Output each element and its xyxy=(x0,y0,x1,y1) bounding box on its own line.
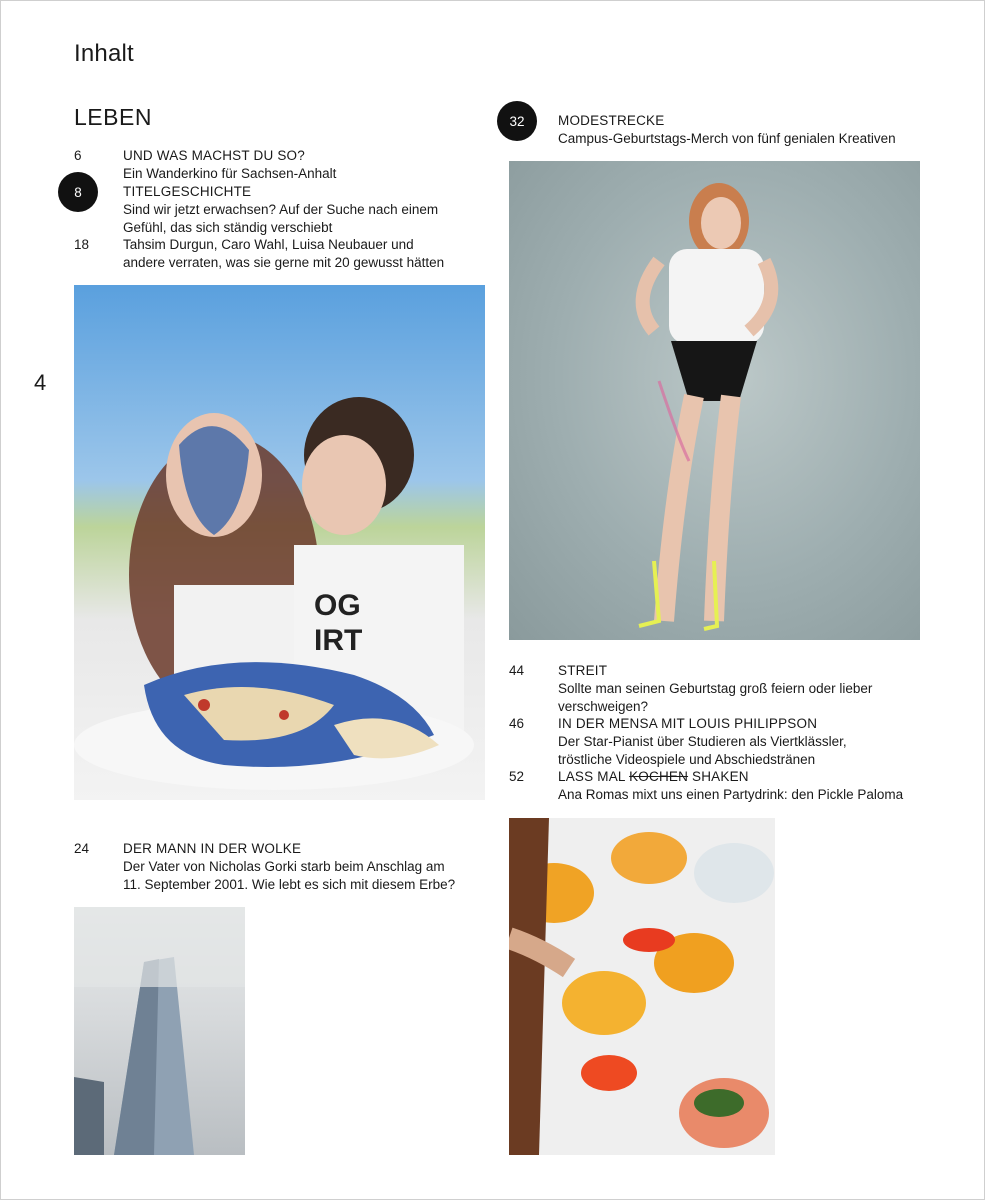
entry-description: Ana Romas mixt uns einen Partydrink: den Pickle Paloma xyxy=(558,787,904,802)
entry-description: Campus-Geburtstags-Merch von fünf genialen Kreativen xyxy=(558,131,896,146)
entry-title: UND WAS MACHST DU SO? xyxy=(123,148,305,163)
section-title: LEBEN xyxy=(74,104,152,130)
drinks-photo-illustration xyxy=(509,818,775,1155)
entry-description: Tahsim Durgun, Caro Wahl, Luisa Neubauer und xyxy=(123,237,414,252)
entry-page-number: 18 xyxy=(74,237,90,252)
entry-title: STREIT xyxy=(558,663,608,678)
entry-description: 11. September 2001. Wie lebt es sich mit diesem Erbe? xyxy=(123,877,456,892)
entry-page-number: 24 xyxy=(74,841,90,856)
entry-description: Der Star-Pianist über Studieren als Viertklässler, xyxy=(558,734,847,749)
entry-page-number: 44 xyxy=(509,663,525,678)
entry-page-number: 52 xyxy=(509,769,525,784)
entry-page-badge: 32 xyxy=(497,101,537,141)
model-photo-illustration xyxy=(509,161,920,640)
page-heading: Inhalt xyxy=(74,40,134,67)
entry-page-number: 46 xyxy=(509,716,525,731)
entry-title: TITELGESCHICHTE xyxy=(123,184,252,199)
entry-description: Sind wir jetzt erwachsen? Auf der Suche nach einem xyxy=(123,202,439,217)
tower-photo[interactable] xyxy=(74,907,245,1155)
entry-title: MODESTRECKE xyxy=(558,113,665,128)
entry-description: Sollte man seinen Geburtstag groß feiern oder lieber xyxy=(558,681,873,696)
drinks-photo[interactable] xyxy=(509,818,775,1155)
entry-page-number: 6 xyxy=(74,148,82,163)
entry-description: Gefühl, das sich ständig verschiebt xyxy=(123,220,333,235)
entry-description: Ein Wanderkino für Sachsen-Anhalt xyxy=(123,166,337,181)
entry-description: verschweigen? xyxy=(558,699,649,714)
entry-title: IN DER MENSA MIT LOUIS PHILIPPSON xyxy=(558,716,818,731)
entry-description: tröstliche Videospiele und Abschiedstränen xyxy=(558,752,816,767)
entry-title-struck-word: KOCHEN xyxy=(629,769,689,784)
entry-description: andere verraten, was sie gerne mit 20 gewusst hätten xyxy=(123,255,445,270)
tower-photo-illustration xyxy=(74,907,245,1155)
entry-title: DER MANN IN DER WOLKE xyxy=(123,841,302,856)
svg-text:IRT: IRT xyxy=(314,624,363,657)
cake-photo-illustration xyxy=(74,285,485,800)
svg-text:OG: OG xyxy=(314,589,361,622)
entry-page-badge: 8 xyxy=(58,172,98,212)
model-photo[interactable] xyxy=(509,161,920,640)
cake-photo[interactable] xyxy=(74,285,485,800)
entry-title-prefix: LASS MAL xyxy=(558,769,630,784)
entry-title xyxy=(558,768,749,786)
entry-title-suffix: SHAKEN xyxy=(688,769,749,784)
page-number: 4 xyxy=(34,370,47,395)
entry-description: Der Vater von Nicholas Gorki starb beim Anschlag am xyxy=(123,859,445,874)
